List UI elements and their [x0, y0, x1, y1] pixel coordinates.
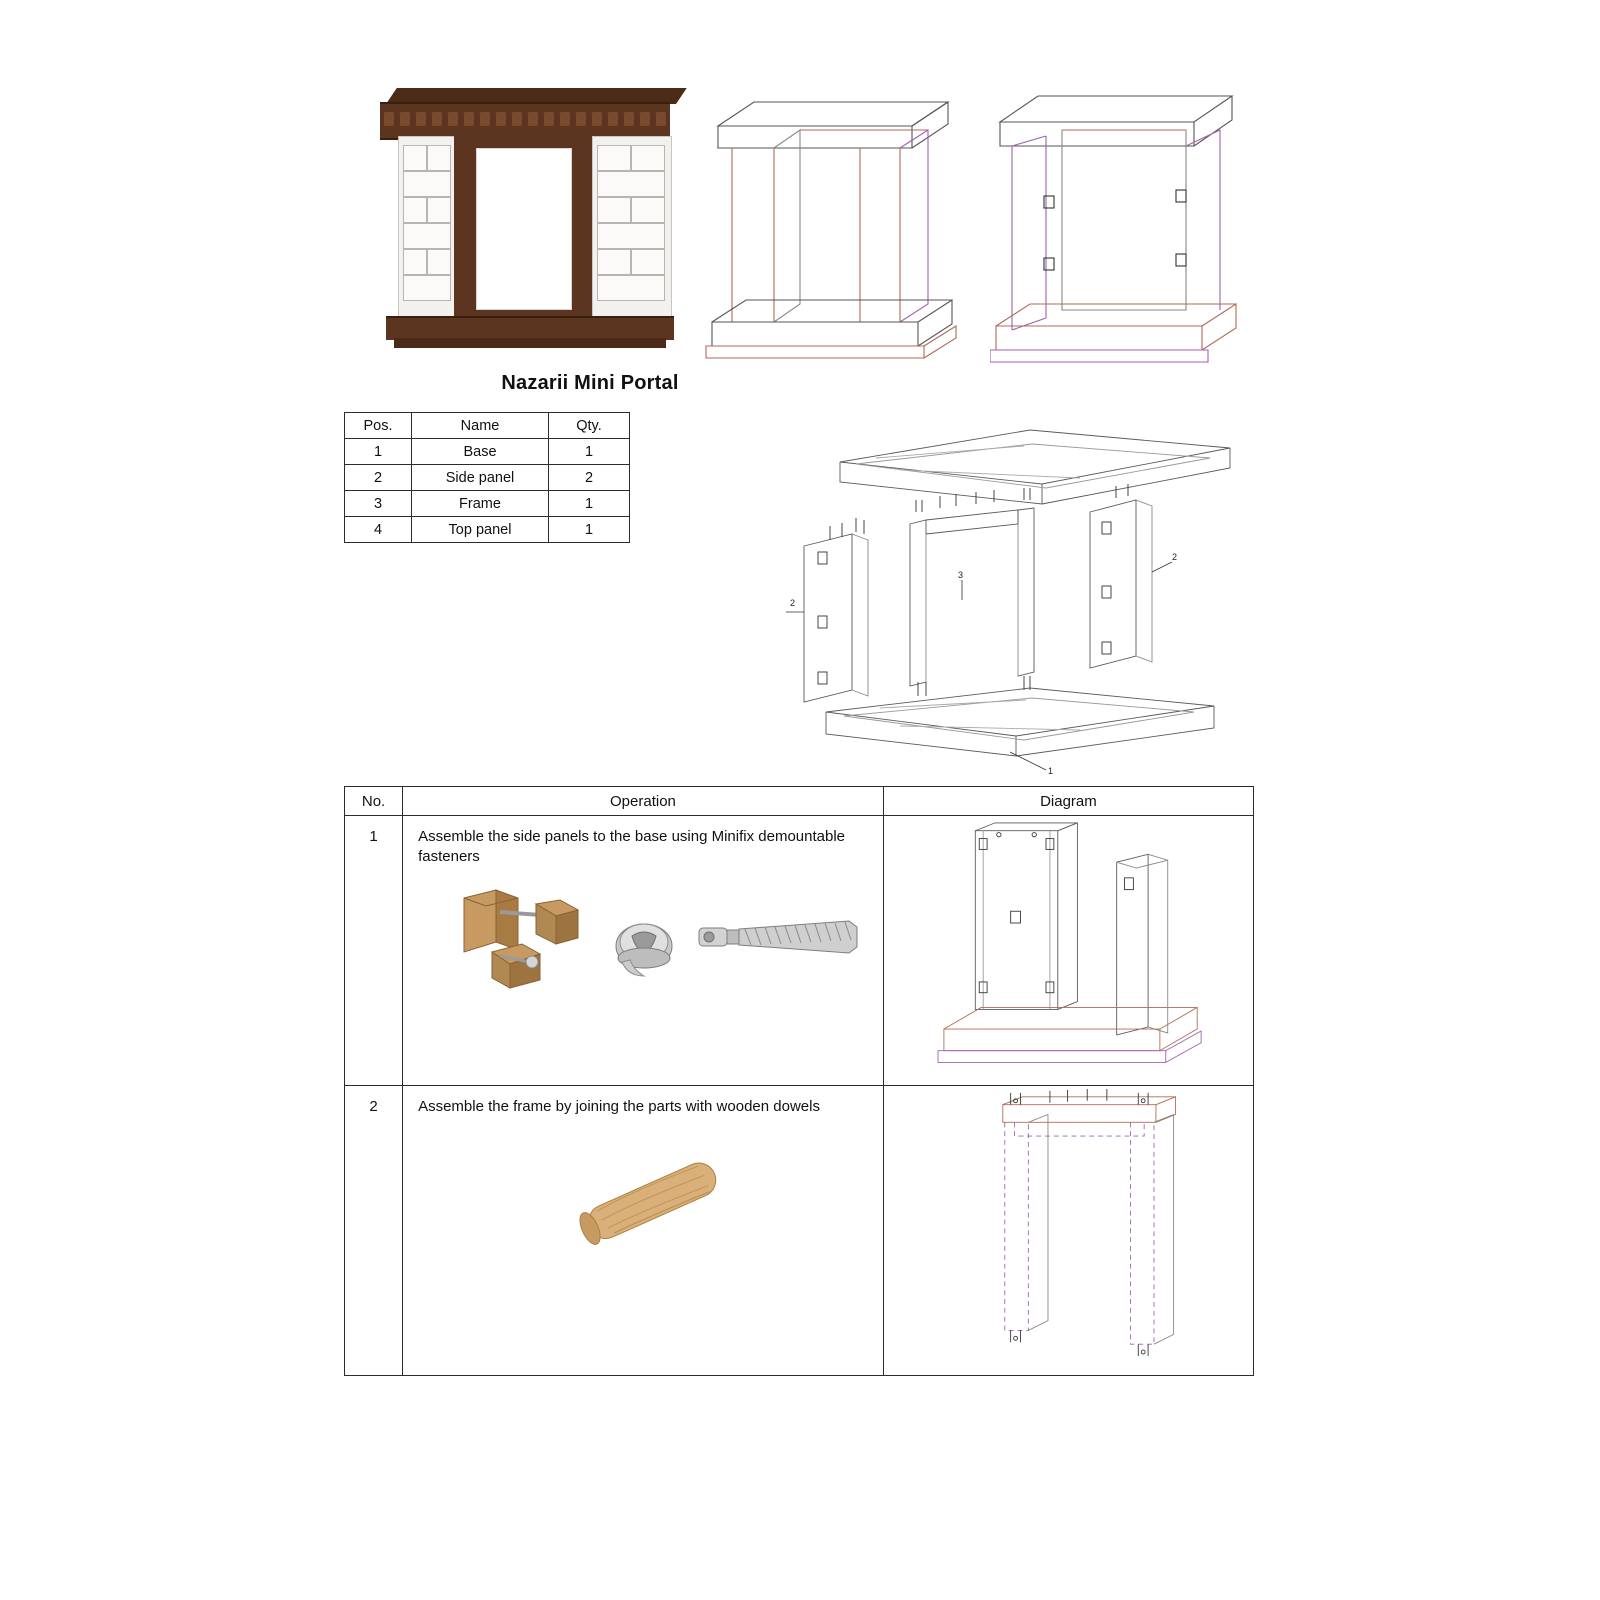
- operations-header-row: [345, 787, 1254, 816]
- frame-part: [910, 488, 1034, 696]
- table-row: [345, 517, 630, 543]
- frame-opening: [454, 136, 592, 326]
- ops-header-diagram: Diagram: [883, 787, 1253, 816]
- table-row: [345, 816, 1254, 1086]
- operations-table: [344, 786, 1254, 1376]
- part-name: Frame: [412, 491, 549, 517]
- minifix-cam-icon: [616, 924, 672, 976]
- page-title: Nazarii Mini Portal: [501, 372, 679, 394]
- product-photo: [380, 70, 680, 340]
- svg-text:3: 3: [958, 570, 964, 580]
- ops-header-operation: Operation: [403, 787, 884, 816]
- base-plinth: [386, 316, 674, 340]
- line-drawing-rear: [990, 78, 1250, 368]
- left-brick-column: [398, 136, 456, 318]
- top-panel-part: [840, 430, 1230, 504]
- part-pos: 4: [345, 517, 412, 543]
- parts-header-name: Name: [412, 413, 549, 439]
- wooden-dowel-icon: [564, 1145, 744, 1255]
- step-1-diagram: [885, 817, 1252, 1080]
- part-pos: 1: [345, 439, 412, 465]
- table-row: [345, 465, 630, 491]
- part-name: Top panel: [412, 517, 549, 543]
- operation-text: Assemble the side panels to the base using Minifix demountable fasteners: [418, 828, 845, 866]
- parts-table-header-row: [345, 413, 630, 439]
- svg-text:2: 2: [1172, 552, 1178, 562]
- table-row: [345, 491, 630, 517]
- part-qty: 1: [549, 491, 630, 517]
- operation-number: 2: [345, 1086, 403, 1376]
- operation-number: 1: [345, 816, 403, 1086]
- part-pos: 2: [345, 465, 412, 491]
- minifix-dowel-screw-icon: [699, 921, 857, 953]
- hardware-illustrations: [564, 1145, 882, 1259]
- operation-text: Assemble the frame by joining the parts with wooden dowels: [418, 1098, 820, 1115]
- diagram-cell: [883, 816, 1253, 1086]
- parts-table: [344, 412, 630, 543]
- operation-cell: [403, 816, 884, 1086]
- base-part: [826, 688, 1214, 756]
- side-panel-left-part: [804, 518, 868, 702]
- minifix-joint-icon: [464, 890, 578, 988]
- parts-header-qty: Qty.: [549, 413, 630, 439]
- ops-header-no: No.: [345, 787, 403, 816]
- side-panel-right-part: [1090, 484, 1152, 668]
- line-drawing-front: [700, 78, 960, 368]
- operation-cell: [403, 1086, 884, 1376]
- product-images: [380, 60, 1280, 370]
- part-name: Base: [412, 439, 549, 465]
- base-plinth-lower: [394, 338, 666, 348]
- step-2-diagram: [885, 1087, 1252, 1370]
- diagram-cell: [883, 1086, 1253, 1376]
- part-name: Side panel: [412, 465, 549, 491]
- table-row: [345, 439, 630, 465]
- part-qty: 2: [549, 465, 630, 491]
- exploded-assembly-diagram: [780, 400, 1280, 790]
- hardware-illustrations: [444, 882, 882, 1002]
- svg-text:2: 2: [790, 598, 796, 608]
- parts-header-pos: Pos.: [345, 413, 412, 439]
- svg-text:1: 1: [1048, 766, 1054, 776]
- part-qty: 1: [549, 517, 630, 543]
- part-pos: 3: [345, 491, 412, 517]
- dentil-trim: [384, 108, 666, 130]
- part-qty: 1: [549, 439, 630, 465]
- table-row: [345, 1086, 1254, 1376]
- right-brick-column: [592, 136, 672, 318]
